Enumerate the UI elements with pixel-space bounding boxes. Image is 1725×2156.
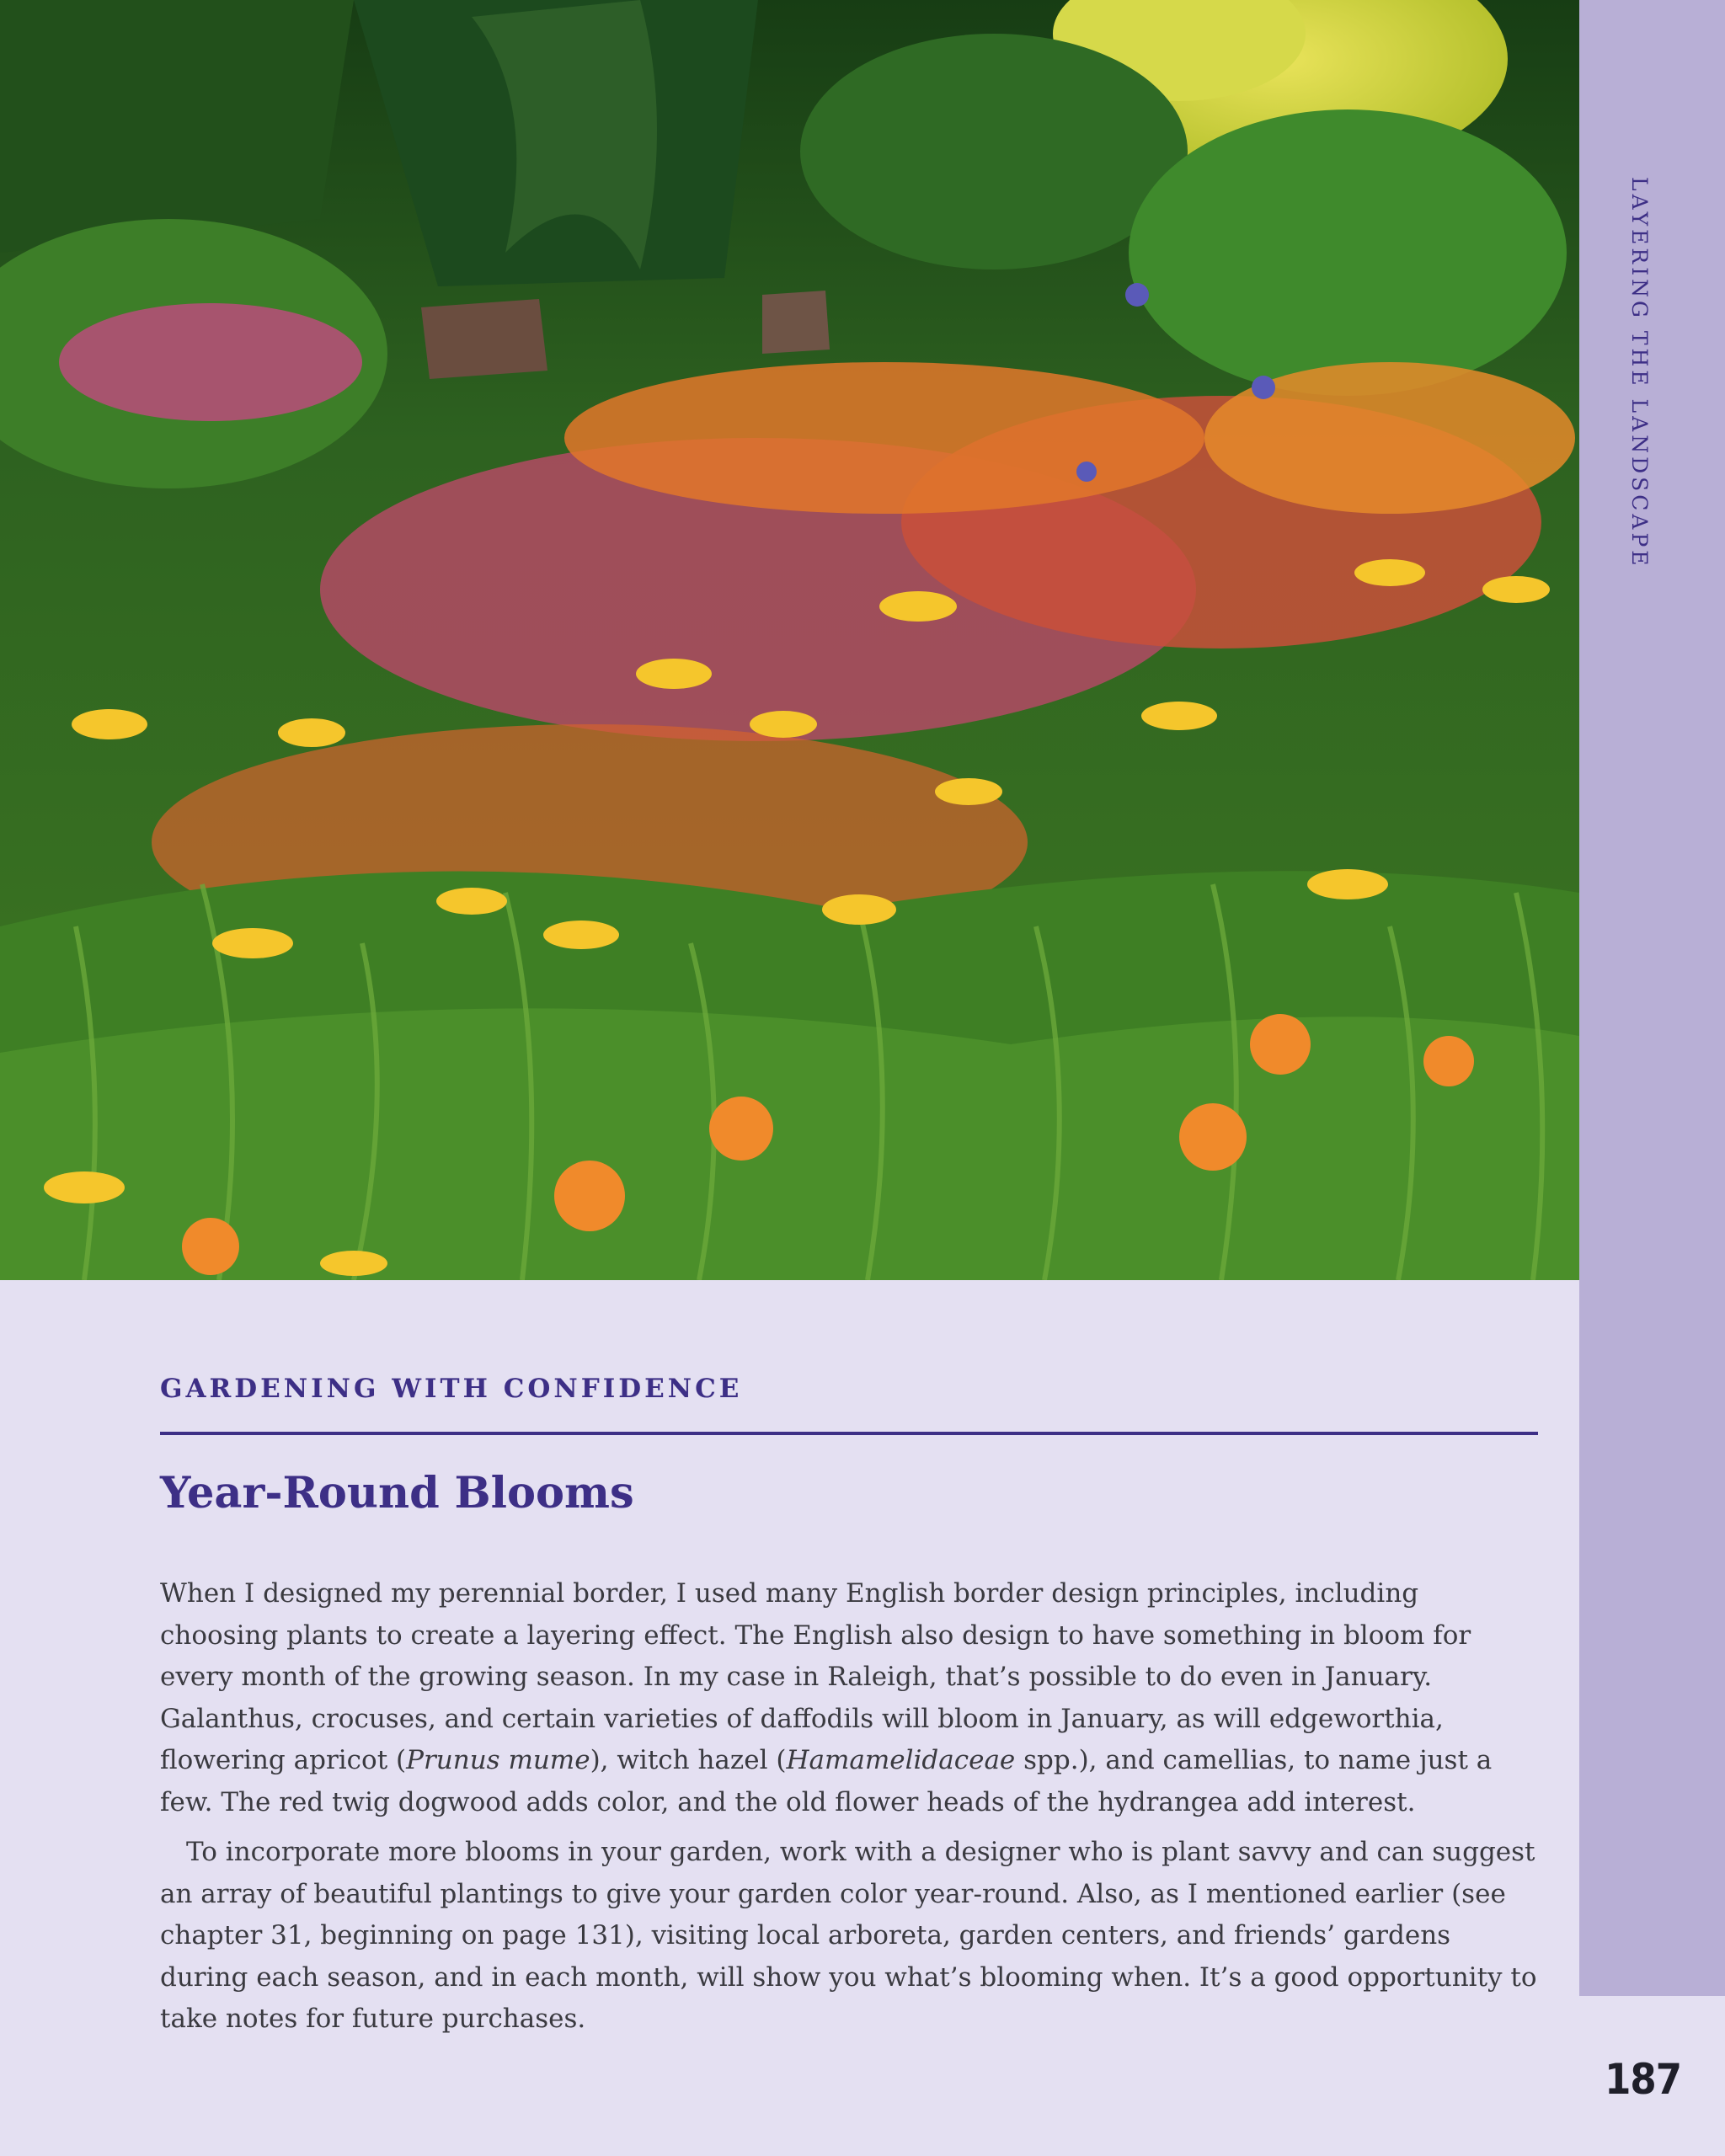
page-number: 187 — [1605, 2055, 1681, 2104]
section-label: GARDENING WITH CONFIDENCE — [160, 1374, 743, 1404]
chapter-sidebar — [1579, 0, 1725, 1996]
paragraph-1 — [160, 1573, 1538, 1823]
paragraph-1-italic-prunus: Prunus mume — [406, 1745, 590, 1775]
section-divider — [160, 1432, 1538, 1435]
running-head: LAYERING THE LANDSCAPE — [1627, 177, 1652, 569]
paragraph-1-part2: ), witch hazel ( — [590, 1745, 787, 1775]
article — [160, 1364, 1538, 2041]
paragraph-2: To incorporate more blooms in your garden, work with a designer who is plant savvy and can suggest an array of beautiful plantings to give your garden color year-round. Also, as I mentioned earlier (see chapter 31, beginning on page 131), visiting local arboreta, garden centers, and friends’ gardens during each season, and in each month, will show you what’s blooming when. It’s a good opportunity to take notes for future purchases. — [160, 1837, 1537, 2034]
article-title: Year-Round Blooms — [160, 1468, 634, 1518]
paragraph-1-part3: spp.), and camellias, to name just a few. The red twig dogwood adds color, and the old flower heads of the hydrangea add interest. — [160, 1745, 1493, 1817]
paragraph-1-part1: When I designed my perennial border, I used many English border design principles, including choosing plants to create a layering effect. The English also design to have something in bloom for every month of the growing season. In my case in Raleigh, that’s possible to do even in January. Galanthus, crocuses, and certain varieties of daffodils will bloom in January, as will edgeworthia, flowering apricot ( — [160, 1578, 1471, 1775]
paragraph-1-italic-hamamelidaceae: Hamamelidaceae — [786, 1745, 1016, 1775]
